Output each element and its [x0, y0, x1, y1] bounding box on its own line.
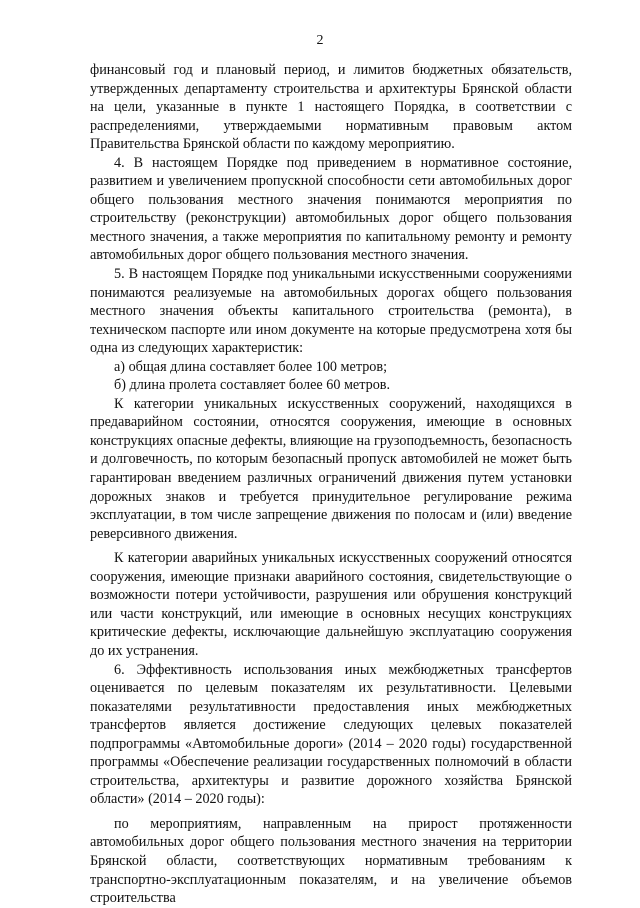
page-number: 2	[316, 33, 324, 48]
document-body	[90, 61, 572, 908]
paragraph-continuation: финансовый год и плановый период, и лимитов бюджетных обязательств, утвержденных департаменту строительства и архитектуры Брянской области на цели, указанные в пункте 1 настоящего Порядка, в соответствии с распределениями, утверждаемыми нормативным правовым актом Правительства Брянской области по каждому мероприятию.	[90, 62, 572, 153]
paragraph-item-5: 5. В настоящем Порядке под уникальными искусственными сооружениями понимаются реализуемые на автомобильных дорогах общего пользования местного значения объекты капитального строительства (ремонта), в техническом паспорте или ином документе на которые предусмотрена хотя бы одна из следующих характеристик:	[90, 266, 572, 357]
paragraph-emergency-structures: К категории аварийных уникальных искусственных сооружений относятся сооружения, имеющие признаки аварийного состояния, свидетельствующие о возможности потери устойчивости, разрушения или обрушения конструкций или части конструкций, или имеющие в основных несущих конструкциях критические дефекты, исключающие дальнейшую эксплуатацию сооружения до их устранения.	[90, 550, 572, 659]
paragraph-measures: по мероприятиям, направленным на прирост протяженности автомобильных дорог общего пользования местного значения на территории Брянской области, соответствующих нормативным требованиям к транспортно-эксплуатационным показателям, и на увеличение объемов строительства	[90, 815, 572, 907]
list-item-a: а) общая длина составляет более 100 метров;	[114, 358, 388, 375]
list-item-b: б) длина пролета составляет более 60 метров.	[114, 377, 391, 394]
paragraph-pre-emergency-structures: К категории уникальных искусственных сооружений, находящихся в предаварийном состоянии, относятся сооружения, имеющие в основных конструкциях опасные дефекты, влияющие на грузоподъемность, безопасность и долговечность, по которым безопасный пропуск автомобилей не может быть гарантирован введением различных ограничений движения путем установки дорожных знаков и требуется принудительное регулирование режима эксплуатации, в том числе запрещение движения по полосам и (или) введение реверсивного движения.	[90, 395, 572, 542]
paragraph-item-6: 6. Эффективность использования иных межбюджетных трансфертов оценивается по целевым показателям их результативности. Целевыми показателями результативности предоставления иных межбюджетных трансфертов является достижение следующих целевых показателей подпрограммы «Автомобильные дороги» (2014 – 2020 годы) государственной программы «Обеспечение реализации государственных полномочий в области строительства, архитектуры и развитие дорожного хозяйства Брянской области» (2014 – 2020 годы):	[90, 661, 572, 808]
paragraph-item-4: 4. В настоящем Порядке под приведением в нормативное состояние, развитием и увеличением пропускной способности сети автомобильных дорог общего пользования местного значения понимаются мероприятия по строительству (реконструкции) автомобильных дорог общего пользования местного значения, а также мероприятия по капитальному ремонту и ремонту автомобильных дорог общего пользования местного значения.	[90, 154, 572, 264]
